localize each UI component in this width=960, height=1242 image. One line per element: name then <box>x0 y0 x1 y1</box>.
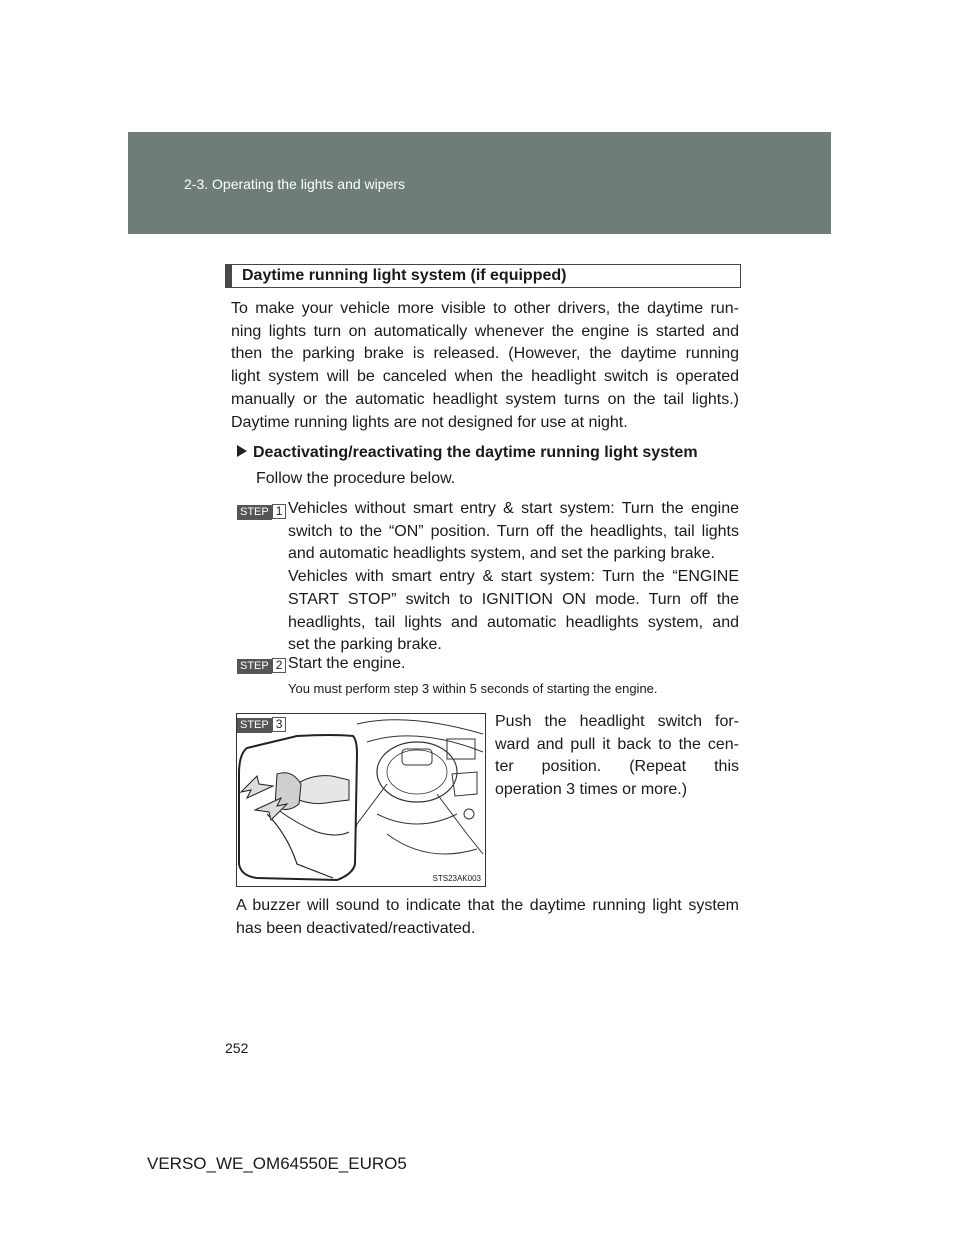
step-1-line: Vehicles without smart entry & start system: Turn the engine <box>288 500 739 517</box>
intro-line: To make your vehicle more visible to other drivers, the daytime run- <box>231 300 739 317</box>
step-label: STEP <box>237 659 272 674</box>
step-2-note: You must perform step 3 within 5 seconds of starting the engine. <box>288 681 658 696</box>
intro-line: manually or the automatic headlight system turns on the tail lights.) <box>231 390 739 408</box>
step-1-line: set the parking brake. <box>288 636 442 654</box>
chapter-header <box>128 132 831 234</box>
step-1-text <box>288 498 739 657</box>
step-3-line: ward and pull it back to the cen- <box>495 735 739 753</box>
page-number: 252 <box>225 1040 249 1056</box>
triangle-bullet-icon <box>237 445 247 457</box>
procedure-intro: Follow the procedure below. <box>256 470 456 487</box>
intro-line: Daytime running lights are not designed for use at night. <box>231 413 628 431</box>
outro-line: has been deactivated/reactivated. <box>236 919 476 937</box>
section-heading-box <box>225 264 741 288</box>
intro-line: ning lights turn on automatically whenever the engine is started and <box>231 322 739 340</box>
subsection-heading <box>237 444 698 462</box>
step-1-line: and automatic headlights system, and set the parking brake. <box>288 545 715 563</box>
step-1-line: switch to the “ON” position. Turn off the headlights, tail lights <box>288 522 739 540</box>
step-number: 3 <box>272 717 287 732</box>
step-1-line: headlights, tail lights and automatic headlights system, and <box>288 613 739 631</box>
section-heading-bar <box>226 265 232 287</box>
step-3-line: Push the headlight switch for- <box>495 713 739 730</box>
headlight-switch-illustration <box>236 713 486 887</box>
step-3-badge <box>237 717 286 732</box>
illustration-drawing <box>237 714 485 886</box>
step-3-line: ter position. (Repeat this <box>495 758 739 776</box>
step-number: 2 <box>272 658 287 673</box>
step-1-line: START STOP” switch to IGNITION ON mode. Turn off the <box>288 590 739 608</box>
intro-line: light system will be canceled when the headlight switch is operated <box>231 368 739 386</box>
step-1-badge <box>237 504 286 519</box>
outro-paragraph <box>236 895 739 940</box>
step-label: STEP <box>237 718 272 733</box>
step-2-badge <box>237 658 286 673</box>
step-3-text <box>495 711 739 802</box>
section-title: Daytime running light system (if equipped) <box>242 267 567 284</box>
step-3-line: operation 3 times or more.) <box>495 781 688 799</box>
chapter-title: 2-3. Operating the lights and wipers <box>184 176 406 192</box>
document-code: VERSO_WE_OM64550E_EURO5 <box>147 1154 407 1173</box>
step-1-line: Vehicles with smart entry & start system: Turn the “ENGINE <box>288 568 739 586</box>
step-number: 1 <box>272 504 287 519</box>
intro-paragraph <box>231 298 739 434</box>
outro-line: A buzzer will sound to indicate that the daytime running light system <box>236 897 739 914</box>
subsection-title: Deactivating/reactivating the daytime running light system <box>253 444 698 461</box>
step-2-text: Start the engine. <box>288 655 406 672</box>
step-label: STEP <box>237 505 272 520</box>
intro-line: then the parking brake is released. (However, the daytime running <box>231 345 739 363</box>
figure-code: STS23AK003 <box>432 874 481 883</box>
